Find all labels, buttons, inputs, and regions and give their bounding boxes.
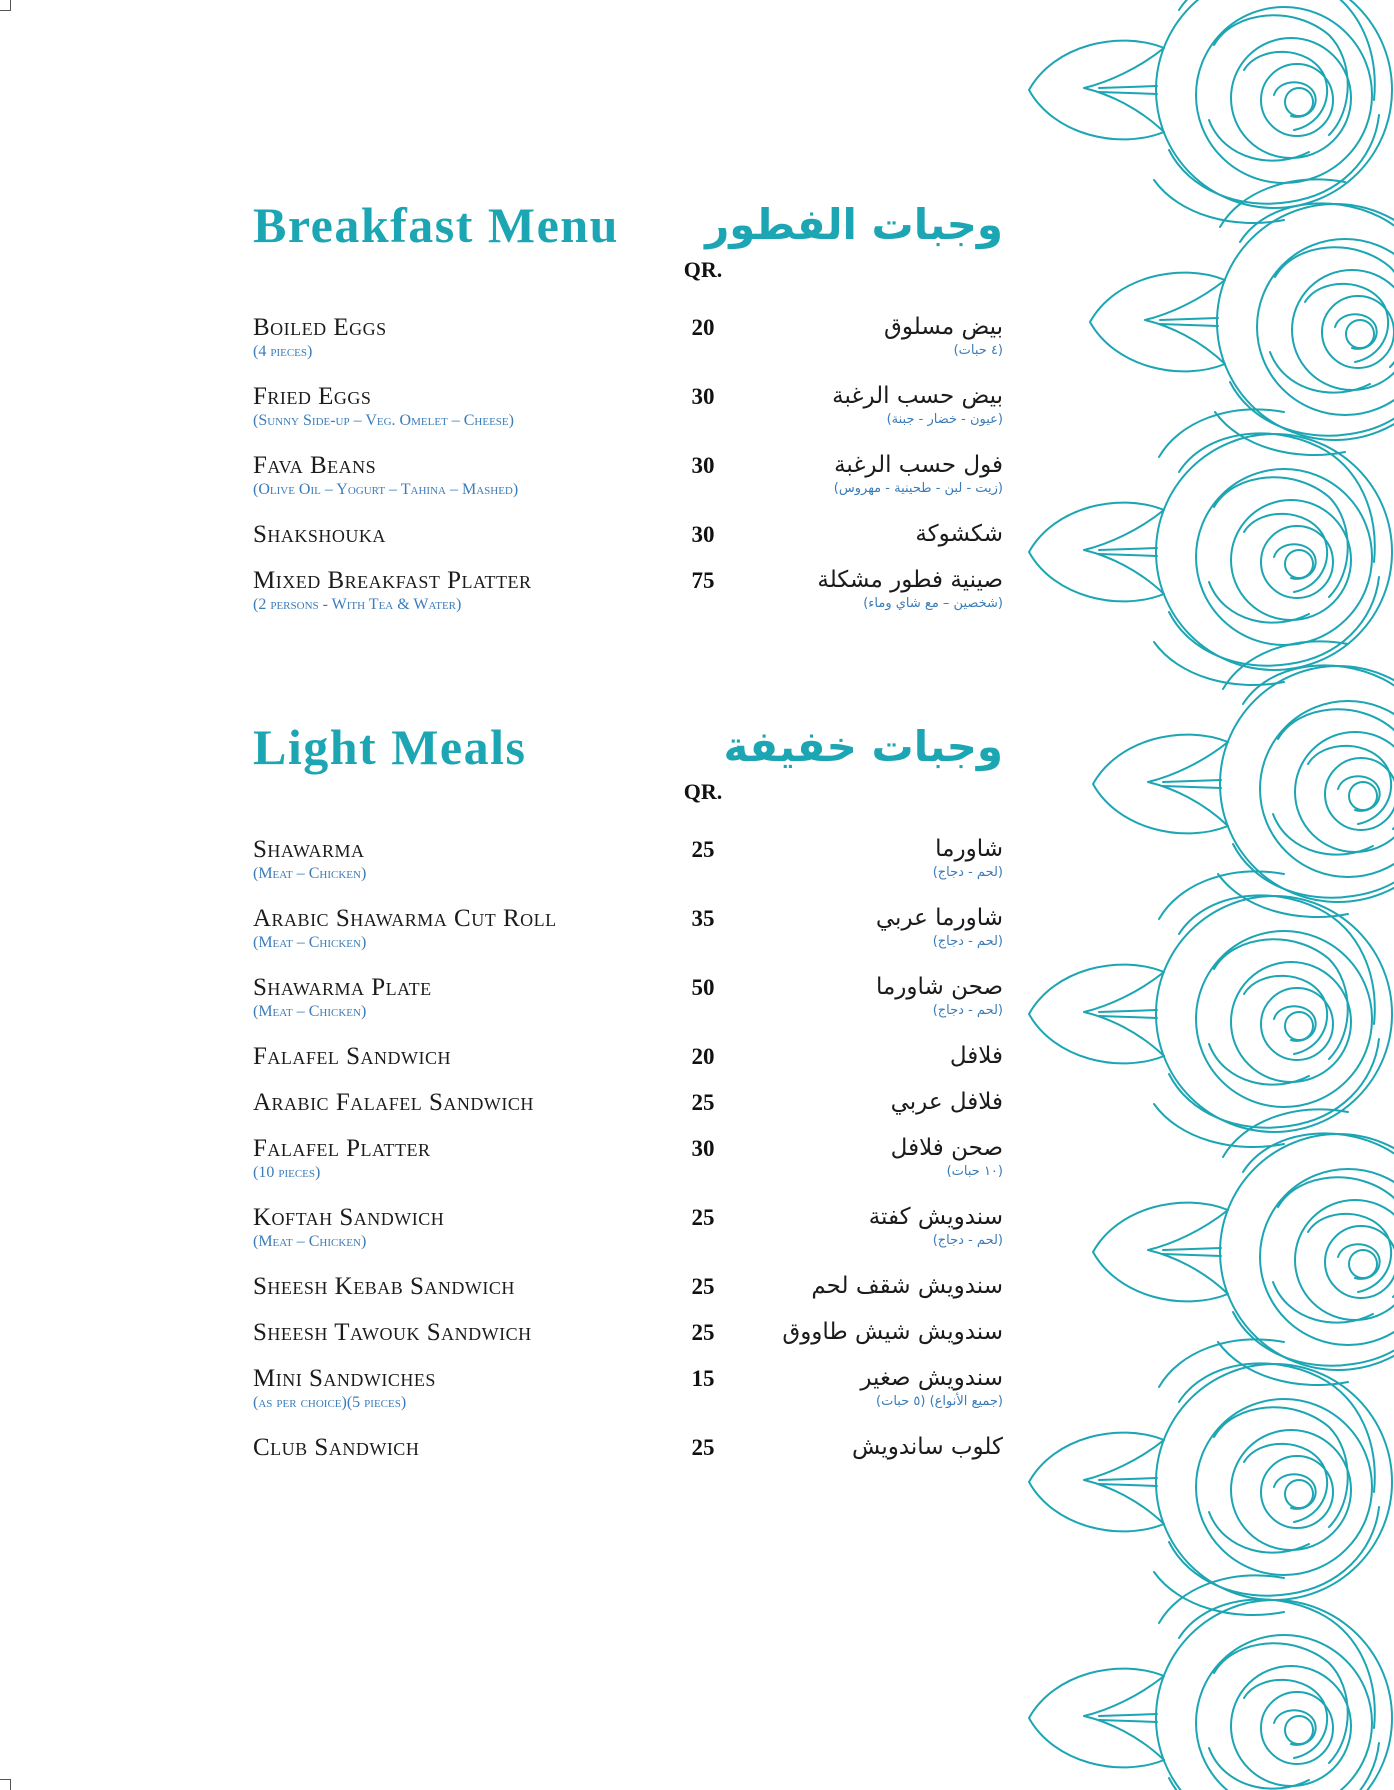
item-price: 20 <box>691 1044 715 1069</box>
item-price: 75 <box>691 568 715 593</box>
item-name-ar: فلافل عربي <box>890 1089 1003 1115</box>
menu-item <box>253 1134 1003 1203</box>
breakfast-title-ar: وجبات الفطور <box>705 200 1003 249</box>
item-note-en: (Meat – Chicken) <box>253 1233 367 1250</box>
item-name-en: Falafel Sandwich <box>253 1043 452 1070</box>
item-price: 35 <box>691 906 715 931</box>
item-name-ar: بيض مسلوق <box>883 314 1003 340</box>
item-name-ar: صحن فلافل <box>890 1135 1003 1161</box>
item-name-en: Club Sandwich <box>253 1434 420 1461</box>
item-note-en: (Sunny Side-up – Veg. Omelet – Cheese) <box>253 412 514 429</box>
item-name-ar: بيض حسب الرغبة <box>832 383 1003 409</box>
breakfast-item-list <box>253 313 1003 635</box>
item-note-en: (4 pieces) <box>253 343 313 360</box>
item-name-en: Fried Eggs <box>253 383 372 410</box>
item-price: 25 <box>691 1090 715 1115</box>
menu-item <box>253 1042 1003 1088</box>
item-price: 30 <box>691 522 715 547</box>
item-note-ar: (عيون - خضار - جبنة) <box>886 412 1003 427</box>
item-note-en: (Meat – Chicken) <box>253 1003 367 1020</box>
crop-mark-bottom-left <box>0 1779 11 1790</box>
item-price: 15 <box>691 1366 715 1391</box>
item-note-ar: (٤ حبات) <box>953 343 1003 358</box>
item-note-ar: (لحم - دجاج) <box>932 865 1003 880</box>
menu-item <box>253 1364 1003 1433</box>
light-meals-title-ar: وجبات خفيفة <box>723 722 1003 771</box>
item-name-en: Koftah Sandwich <box>253 1204 445 1231</box>
item-price: 25 <box>691 1274 715 1299</box>
item-price: 25 <box>691 1435 715 1460</box>
item-name-en: Arabic Falafel Sandwich <box>253 1089 534 1116</box>
item-note-en: (Meat – Chicken) <box>253 934 367 951</box>
item-note-en: (Olive Oil – Yogurt – Tahina – Mashed) <box>253 481 519 498</box>
item-note-ar: (لحم - دجاج) <box>932 934 1003 949</box>
item-price: 25 <box>691 1320 715 1345</box>
item-name-en: Shawarma <box>253 836 365 863</box>
menu-item <box>253 1433 1003 1479</box>
menu-item <box>253 1088 1003 1134</box>
item-price: 20 <box>691 315 715 340</box>
item-name-ar: سندويش شقف لحم <box>811 1273 1003 1299</box>
light-meals-section <box>253 717 1003 1461</box>
menu-item <box>253 520 1003 566</box>
menu-item <box>253 1272 1003 1318</box>
item-name-ar: سندويش كفتة <box>868 1204 1003 1230</box>
light-meals-currency-label: QR. <box>683 779 723 804</box>
rose-border-decoration <box>1020 0 1394 1790</box>
menu-item <box>253 1318 1003 1364</box>
breakfast-section <box>253 195 1003 613</box>
item-name-ar: صينية فطور مشكلة <box>817 567 1003 593</box>
item-name-en: Mini Sandwiches <box>253 1365 436 1392</box>
menu-item <box>253 835 1003 904</box>
item-name-en: Sheesh Kebab Sandwich <box>253 1273 515 1300</box>
item-name-ar: شاورما عربي <box>875 905 1003 931</box>
item-price: 25 <box>691 837 715 862</box>
menu-item <box>253 566 1003 635</box>
item-note-en: (2 persons - With Tea & Water) <box>253 596 462 613</box>
breakfast-currency-label: QR. <box>683 257 723 282</box>
item-note-en: (as per choice)(5 pieces) <box>253 1394 407 1411</box>
item-name-ar: صحن شاورما <box>875 974 1003 1000</box>
crop-mark-top-left <box>0 0 11 11</box>
item-note-ar: (جميع الأنواع) (٥ حبات) <box>876 1394 1003 1409</box>
item-price: 30 <box>691 384 715 409</box>
menu-item <box>253 382 1003 451</box>
item-name-ar: شكشوكة <box>915 521 1003 547</box>
item-name-ar: كلوب ساندويش <box>852 1434 1003 1460</box>
item-name-en: Arabic Shawarma Cut Roll <box>253 905 557 932</box>
item-name-en: Falafel Platter <box>253 1135 431 1162</box>
item-name-en: Shawarma Plate <box>253 974 432 1001</box>
item-note-en: (10 pieces) <box>253 1164 321 1181</box>
menu-item <box>253 313 1003 382</box>
breakfast-title-en: Breakfast Menu <box>253 197 619 253</box>
item-name-ar: فول حسب الرغبة <box>834 452 1003 478</box>
item-note-ar: (١٠ حبات) <box>946 1164 1003 1179</box>
menu-item <box>253 451 1003 520</box>
menu-item <box>253 973 1003 1042</box>
item-name-en: Mixed Breakfast Platter <box>253 567 532 594</box>
light-meals-header <box>253 717 1003 777</box>
item-note-ar: (لحم - دجاج) <box>932 1003 1003 1018</box>
item-name-ar: فلافل <box>949 1043 1003 1069</box>
item-name-en: Fava Beans <box>253 452 377 479</box>
item-name-ar: شاورما <box>935 836 1003 862</box>
item-name-ar: سندويش صغير <box>860 1365 1003 1391</box>
item-note-ar: (زيت - لبن - طحينية - مهروس) <box>833 481 1003 496</box>
item-name-en: Boiled Eggs <box>253 314 387 341</box>
item-price: 25 <box>691 1205 715 1230</box>
item-note-ar: (شخصين – مع شاي وماء) <box>863 596 1003 611</box>
light-meals-item-list <box>253 835 1003 1479</box>
item-name-en: Sheesh Tawouk Sandwich <box>253 1319 532 1346</box>
breakfast-header <box>253 195 1003 255</box>
menu-item <box>253 904 1003 973</box>
item-name-ar: سندويش شيش طاووق <box>782 1319 1003 1345</box>
item-note-ar: (لحم - دجاج) <box>932 1233 1003 1248</box>
item-name-en: Shakshouka <box>253 521 386 548</box>
item-note-en: (Meat – Chicken) <box>253 865 367 882</box>
item-price: 50 <box>691 975 715 1000</box>
light-meals-title-en: Light Meals <box>253 719 527 775</box>
item-price: 30 <box>691 1136 715 1161</box>
menu-item <box>253 1203 1003 1272</box>
item-price: 30 <box>691 453 715 478</box>
